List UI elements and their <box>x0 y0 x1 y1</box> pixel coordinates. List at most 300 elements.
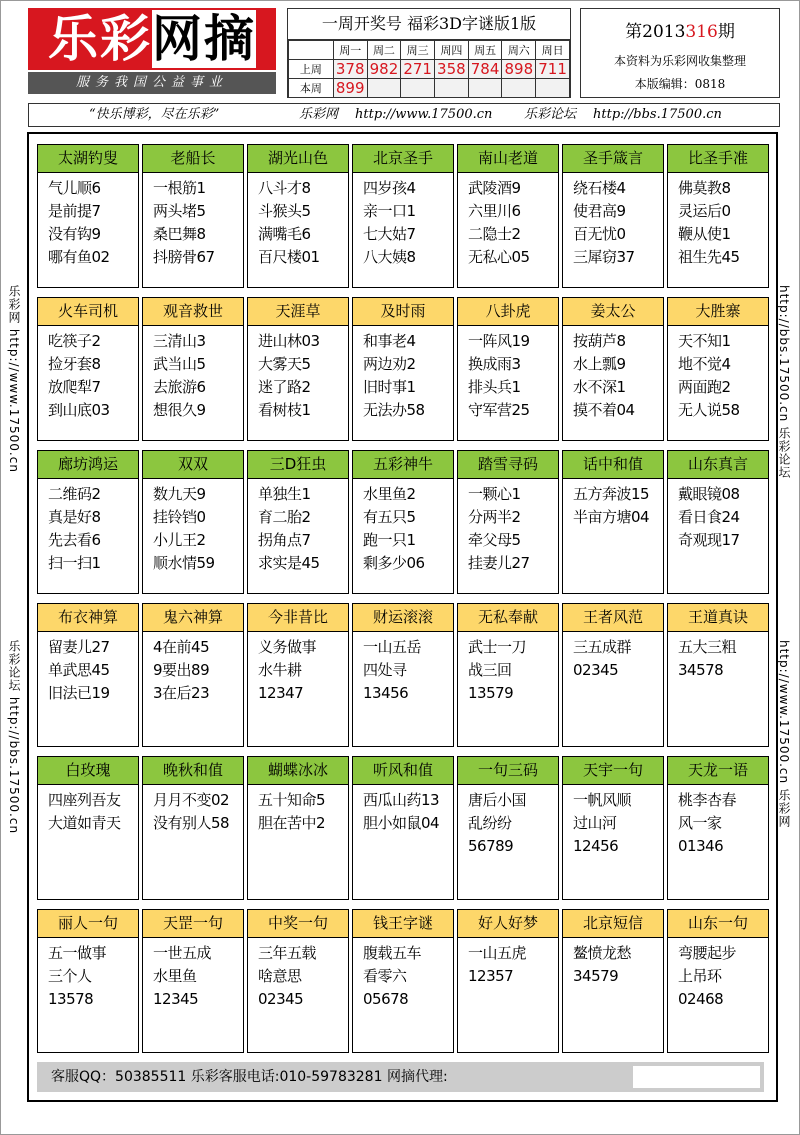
riddle-author: 无私奉献 <box>458 604 558 632</box>
riddle-line: 两面跑2 <box>678 378 731 396</box>
riddle-body <box>143 785 243 835</box>
riddle-body <box>353 173 453 269</box>
weekday: 周日 <box>536 41 570 60</box>
side-text-right-bottom: http://www.17500.cn 乐彩网 <box>777 640 791 828</box>
riddle-line: 02345 <box>573 661 619 679</box>
riddle-line: 抖膀骨67 <box>153 248 215 266</box>
riddle-line: 满嘴毛6 <box>258 225 311 243</box>
riddle-card <box>142 756 244 900</box>
riddle-body <box>143 938 243 1011</box>
riddle-line: 二维码2 <box>48 485 101 503</box>
riddle-line: 天不知1 <box>678 332 731 350</box>
riddle-card <box>142 909 244 1053</box>
riddle-card <box>457 144 559 288</box>
riddle-author: 布衣神算 <box>38 604 138 632</box>
riddle-line: 真是好8 <box>48 508 101 526</box>
last-week-number: 271 <box>401 60 435 79</box>
riddle-line: 无法办58 <box>363 401 425 419</box>
riddle-card <box>37 297 139 441</box>
riddle-body <box>353 479 453 575</box>
riddle-line: 迷了路2 <box>258 378 311 396</box>
riddle-line: 三个人 <box>48 967 92 985</box>
main-board <box>27 132 778 1102</box>
last-week-label: 上周 <box>289 60 334 79</box>
riddle-author: 王道真诀 <box>668 604 768 632</box>
riddle-card <box>352 144 454 288</box>
riddle-line: 大道如青天 <box>48 814 121 832</box>
riddle-line: 56789 <box>468 837 514 855</box>
riddle-author: 天宇一句 <box>563 757 663 785</box>
riddle-line: 水里鱼2 <box>363 485 416 503</box>
riddle-card <box>352 297 454 441</box>
riddle-line: 一山五虎 <box>468 944 527 962</box>
riddle-line: 武当山5 <box>153 355 206 373</box>
riddle-card <box>247 297 349 441</box>
riddle-body <box>248 479 348 575</box>
riddle-author: 观音救世 <box>143 298 243 326</box>
riddle-card <box>457 450 559 594</box>
riddle-card <box>352 909 454 1053</box>
riddle-author: 鬼六神算 <box>143 604 243 632</box>
riddle-line: 上吊环 <box>678 967 722 985</box>
riddle-line: 12345 <box>153 990 199 1008</box>
riddle-card <box>352 756 454 900</box>
riddle-body <box>38 632 138 705</box>
riddle-author: 太湖钓叟 <box>38 145 138 173</box>
riddle-line: 五方奔波15 <box>573 485 650 503</box>
draw-results-panel <box>287 8 571 98</box>
riddle-line: 绕石楼4 <box>573 179 626 197</box>
agent-box <box>633 1066 760 1088</box>
riddle-line: 旧时事1 <box>363 378 416 396</box>
riddle-card <box>667 144 769 288</box>
riddle-line: 八大姨8 <box>363 248 416 266</box>
riddle-body <box>563 785 663 858</box>
riddle-card <box>352 603 454 747</box>
riddle-line: 按葫芦8 <box>573 332 626 350</box>
riddle-author: 话中和值 <box>563 451 663 479</box>
weekday: 周五 <box>468 41 502 60</box>
riddle-card <box>37 909 139 1053</box>
riddle-line: 唐后小国 <box>468 791 527 809</box>
riddle-card <box>37 450 139 594</box>
riddle-author: 白玫瑰 <box>38 757 138 785</box>
riddle-line: 弯腰起步 <box>678 944 737 962</box>
riddle-line: 乱纷纷 <box>468 814 512 832</box>
riddle-line: 半亩方塘04 <box>573 508 650 526</box>
riddle-line: 一阵风19 <box>468 332 530 350</box>
riddle-author: 天龙一语 <box>668 757 768 785</box>
riddle-line: 桑巴舞8 <box>153 225 206 243</box>
tagline-quote: “快乐博彩，尽在乐彩” <box>89 107 220 122</box>
riddle-line: 祖生先45 <box>678 248 740 266</box>
riddle-author: 南山老道 <box>458 145 558 173</box>
editor: 本版编辑：0818 <box>634 77 726 91</box>
riddle-line: 守军营25 <box>468 401 530 419</box>
riddle-card <box>457 756 559 900</box>
riddle-author: 八卦虎 <box>458 298 558 326</box>
riddle-line: 01346 <box>678 837 724 855</box>
riddle-body <box>143 173 243 269</box>
riddle-line: 排头兵1 <box>468 378 521 396</box>
riddle-line: 水里鱼 <box>153 967 197 985</box>
riddle-body <box>668 785 768 858</box>
riddle-body <box>563 938 663 988</box>
riddle-line: 求实是45 <box>258 554 320 572</box>
collect-note: 本资料为乐彩网收集整理 <box>613 54 746 68</box>
last-week-number: 711 <box>536 60 570 79</box>
riddle-line: 两边劝2 <box>363 355 416 373</box>
riddle-author: 北京圣手 <box>353 145 453 173</box>
riddle-line: 月月不变02 <box>153 791 230 809</box>
riddle-line: 四座列吾友 <box>48 791 121 809</box>
riddle-line: 换成雨3 <box>468 355 521 373</box>
riddle-line: 五一做事 <box>48 944 107 962</box>
riddle-author: 大胜寨 <box>668 298 768 326</box>
riddle-body <box>563 632 663 682</box>
riddle-author: 天涯草 <box>248 298 348 326</box>
riddle-card <box>667 756 769 900</box>
this-week-number: 899 <box>333 79 367 98</box>
this-week-number <box>435 79 469 98</box>
riddle-line: 两头堵5 <box>153 202 206 220</box>
riddle-line: 水上瓢9 <box>573 355 626 373</box>
riddle-line: 05678 <box>363 990 409 1008</box>
riddle-body <box>38 938 138 1011</box>
riddle-body <box>143 632 243 705</box>
riddle-author: 廊坊鸿运 <box>38 451 138 479</box>
riddle-line: 三犀窃37 <box>573 248 635 266</box>
riddle-line: 一山五岳 <box>363 638 422 656</box>
riddle-line: 分两半2 <box>468 508 521 526</box>
riddle-line: 五大三粗 <box>678 638 737 656</box>
riddle-body <box>143 479 243 575</box>
this-week-number <box>502 79 536 98</box>
riddle-line: 捡牙套8 <box>48 355 101 373</box>
riddle-line: 剩多少06 <box>363 554 425 572</box>
riddle-line: 过山河 <box>573 814 617 832</box>
riddle-body <box>563 173 663 269</box>
riddle-line: 旧法已19 <box>48 684 110 702</box>
riddle-line: 12357 <box>468 967 514 985</box>
riddle-body <box>38 326 138 422</box>
riddle-body <box>668 326 768 422</box>
tagline-bar <box>28 103 780 127</box>
riddle-author: 蝴蝶冰冰 <box>248 757 348 785</box>
riddle-line: 到山底03 <box>48 401 110 419</box>
riddle-author: 好人好梦 <box>458 910 558 938</box>
riddle-line: 牵父母5 <box>468 531 521 549</box>
riddle-line: 12456 <box>573 837 619 855</box>
riddle-body <box>38 173 138 269</box>
riddle-body <box>668 938 768 1011</box>
riddle-card <box>352 450 454 594</box>
riddle-body <box>668 173 768 269</box>
riddle-line: 武士一刀 <box>468 638 527 656</box>
riddle-body <box>458 785 558 858</box>
riddle-card <box>37 756 139 900</box>
riddle-body <box>248 173 348 269</box>
riddle-line: 八斗才8 <box>258 179 311 197</box>
riddle-line: 34578 <box>678 661 724 679</box>
riddle-card <box>37 144 139 288</box>
riddle-line: 先去看6 <box>48 531 101 549</box>
last-week-number: 898 <box>502 60 536 79</box>
issue-panel <box>580 8 780 98</box>
riddle-card <box>142 603 244 747</box>
riddle-line: 戴眼镜08 <box>678 485 740 503</box>
riddle-card <box>667 603 769 747</box>
riddle-line: 四岁孩4 <box>363 179 416 197</box>
riddle-line: 9要出89 <box>153 661 210 679</box>
riddle-body <box>458 632 558 705</box>
riddle-author: 老船长 <box>143 145 243 173</box>
riddle-author: 天罡一句 <box>143 910 243 938</box>
riddle-line: 水牛耕 <box>258 661 302 679</box>
this-week-number <box>367 79 401 98</box>
last-week-number: 982 <box>367 60 401 79</box>
riddle-author: 听风和值 <box>353 757 453 785</box>
riddle-line: 是前提7 <box>48 202 101 220</box>
riddle-line: 放爬犁7 <box>48 378 101 396</box>
riddle-line: 单独生1 <box>258 485 311 503</box>
riddle-card <box>667 297 769 441</box>
riddle-line: 小儿王2 <box>153 531 206 549</box>
riddle-line: 斗猴头5 <box>258 202 311 220</box>
riddle-line: 吃筷子2 <box>48 332 101 350</box>
riddle-line: 没有钩9 <box>48 225 101 243</box>
riddle-author: 王者风范 <box>563 604 663 632</box>
riddle-author: 姜太公 <box>563 298 663 326</box>
riddle-body <box>38 785 138 835</box>
riddle-body <box>353 785 453 835</box>
riddle-line: 13578 <box>48 990 94 1008</box>
riddle-line: 想很久9 <box>153 401 206 419</box>
this-week-number <box>401 79 435 98</box>
riddle-body <box>38 479 138 575</box>
riddle-body <box>353 938 453 1011</box>
riddle-line: 拐角点7 <box>258 531 311 549</box>
riddle-author: 一句三码 <box>458 757 558 785</box>
side-text-right-top: http://bbs.17500.cn 乐彩论坛 <box>777 285 791 480</box>
riddle-line: 四处寻 <box>363 661 407 679</box>
riddle-line: 地不觉4 <box>678 355 731 373</box>
slogan: 服务我国公益事业 <box>28 72 276 94</box>
footer-bar <box>37 1062 764 1092</box>
riddle-line: 扫一扫1 <box>48 554 101 572</box>
riddle-line: 跑一只1 <box>363 531 416 549</box>
riddle-card <box>562 756 664 900</box>
riddle-author: 比圣手准 <box>668 145 768 173</box>
riddle-line: 使君高9 <box>573 202 626 220</box>
riddle-line: 挂妻儿27 <box>468 554 530 572</box>
riddle-line: 三年五载 <box>258 944 317 962</box>
riddle-card <box>667 450 769 594</box>
riddle-line: 挂铃铛0 <box>153 508 206 526</box>
riddle-author: 山东真言 <box>668 451 768 479</box>
riddle-card <box>247 909 349 1053</box>
this-week-number <box>536 79 570 98</box>
riddle-line: 水不深1 <box>573 378 626 396</box>
riddle-line: 六里川6 <box>468 202 521 220</box>
riddle-line: 奇观现17 <box>678 531 740 549</box>
side-text-left-bottom: 乐彩论坛 http://bbs.17500.cn <box>7 640 21 835</box>
riddle-body <box>458 479 558 575</box>
riddle-line: 看日食24 <box>678 508 740 526</box>
riddle-author: 北京短信 <box>563 910 663 938</box>
riddle-body <box>143 326 243 422</box>
riddle-line: 12347 <box>258 684 304 702</box>
this-week-number <box>468 79 502 98</box>
riddle-line: 哪有鱼02 <box>48 248 110 266</box>
riddle-line: 战三回 <box>468 661 512 679</box>
riddle-author: 圣手箴言 <box>563 145 663 173</box>
riddle-author: 钱王字谜 <box>353 910 453 938</box>
riddle-card <box>247 144 349 288</box>
riddle-body <box>458 326 558 422</box>
last-week-number: 378 <box>333 60 367 79</box>
riddle-body <box>668 632 768 682</box>
riddle-line: 一帆风顺 <box>573 791 632 809</box>
riddle-author: 晚秋和值 <box>143 757 243 785</box>
riddle-card <box>142 450 244 594</box>
riddle-line: 大雾天5 <box>258 355 311 373</box>
riddle-line: 数九天9 <box>153 485 206 503</box>
riddle-body <box>353 632 453 705</box>
riddle-author: 财运滚滚 <box>353 604 453 632</box>
riddle-line: 34579 <box>573 967 619 985</box>
riddle-line: 02345 <box>258 990 304 1008</box>
riddle-author: 湖光山色 <box>248 145 348 173</box>
riddle-line: 无私心05 <box>468 248 530 266</box>
riddle-card <box>562 297 664 441</box>
riddle-line: 看树枝1 <box>258 401 311 419</box>
riddle-card <box>247 603 349 747</box>
riddle-line: 七大姑7 <box>363 225 416 243</box>
riddle-author: 中奖一句 <box>248 910 348 938</box>
riddle-line: 风一家 <box>678 814 722 832</box>
riddle-card <box>247 756 349 900</box>
riddle-line: 西瓜山药13 <box>363 791 440 809</box>
riddle-line: 留妻儿27 <box>48 638 110 656</box>
riddle-line: 13579 <box>468 684 514 702</box>
last-week-number: 358 <box>435 60 469 79</box>
riddle-author: 火车司机 <box>38 298 138 326</box>
riddle-line: 有五只5 <box>363 508 416 526</box>
riddle-line: 单武思45 <box>48 661 110 679</box>
issue-number: 第2013316期 <box>625 22 735 42</box>
riddle-author: 今非昔比 <box>248 604 348 632</box>
riddle-line: 一颗心1 <box>468 485 521 503</box>
weekday: 周四 <box>435 41 469 60</box>
riddle-author: 山东一句 <box>668 910 768 938</box>
riddle-author: 丽人一句 <box>38 910 138 938</box>
riddle-body <box>458 938 558 988</box>
site1-name: 乐彩网 <box>299 107 339 122</box>
riddle-line: 桃李杏春 <box>678 791 737 809</box>
riddle-card <box>562 450 664 594</box>
riddle-card <box>142 144 244 288</box>
riddle-line: 气儿顺6 <box>48 179 101 197</box>
weekday: 周六 <box>502 41 536 60</box>
riddle-body <box>668 479 768 552</box>
last-week-number: 784 <box>468 60 502 79</box>
riddle-line: 3在后23 <box>153 684 210 702</box>
riddle-line: 02468 <box>678 990 724 1008</box>
riddle-author: 双双 <box>143 451 243 479</box>
riddle-line: 胆小如鼠04 <box>363 814 440 832</box>
riddle-body <box>248 632 348 705</box>
site1-url[interactable]: http://www.17500.cn <box>355 107 493 122</box>
draw-table <box>288 40 570 98</box>
riddle-line: 和事老4 <box>363 332 416 350</box>
riddle-line: 百尺楼01 <box>258 248 320 266</box>
riddle-author: 踏雪寻码 <box>458 451 558 479</box>
weekday: 周二 <box>367 41 401 60</box>
riddle-line: 五十知命5 <box>258 791 326 809</box>
riddle-line: 摸不着04 <box>573 401 635 419</box>
riddle-line: 顺水情59 <box>153 554 215 572</box>
riddle-line: 灵运后0 <box>678 202 731 220</box>
riddle-card <box>37 603 139 747</box>
riddle-line: 进山林03 <box>258 332 320 350</box>
draw-title: 一周开奖号 福彩3D字谜版1版 <box>288 9 570 40</box>
riddle-line: 二隐士2 <box>468 225 521 243</box>
riddle-line: 胆在苦中2 <box>258 814 326 832</box>
riddle-line: 亲一口1 <box>363 202 416 220</box>
riddle-author: 五彩神牛 <box>353 451 453 479</box>
this-week-label: 本周 <box>289 79 334 98</box>
riddle-card <box>142 297 244 441</box>
riddle-line: 一根筋1 <box>153 179 206 197</box>
logo: 乐彩网摘 <box>28 8 276 70</box>
riddle-line: 一世五成 <box>153 944 212 962</box>
weekday: 周三 <box>401 41 435 60</box>
riddle-line: 4在前45 <box>153 638 210 656</box>
riddle-body <box>458 173 558 269</box>
side-text-left-top: 乐彩网 http://www.17500.cn <box>7 285 21 473</box>
riddle-line: 无人说58 <box>678 401 740 419</box>
riddle-line: 去旅游6 <box>153 378 206 396</box>
footer-contact: 客服QQ：50385511 乐彩客服电话:010-59783281 网摘代理: <box>51 1069 448 1085</box>
riddle-author: 三D狂虫 <box>248 451 348 479</box>
riddle-author: 及时雨 <box>353 298 453 326</box>
riddle-body <box>563 326 663 422</box>
site2-url[interactable]: http://bbs.17500.cn <box>593 107 722 122</box>
riddle-line: 武陵酒9 <box>468 179 521 197</box>
riddle-body <box>248 326 348 422</box>
riddle-card <box>247 450 349 594</box>
riddle-card <box>667 909 769 1053</box>
riddle-line: 三清山3 <box>153 332 206 350</box>
riddle-line: 百无忧0 <box>573 225 626 243</box>
riddle-card <box>562 603 664 747</box>
riddle-line: 育二胎2 <box>258 508 311 526</box>
riddle-line: 没有别人58 <box>153 814 230 832</box>
riddle-body <box>353 326 453 422</box>
riddle-line: 腹载五车 <box>363 944 422 962</box>
weekday: 周一 <box>333 41 367 60</box>
riddle-line: 鞭从使1 <box>678 225 731 243</box>
riddle-card <box>457 909 559 1053</box>
riddle-card <box>457 297 559 441</box>
riddle-card <box>562 144 664 288</box>
riddle-card <box>562 909 664 1053</box>
riddle-body <box>563 479 663 529</box>
riddle-line: 义务做事 <box>258 638 317 656</box>
riddle-line: 鳌愤龙愁 <box>573 944 632 962</box>
riddle-card <box>457 603 559 747</box>
